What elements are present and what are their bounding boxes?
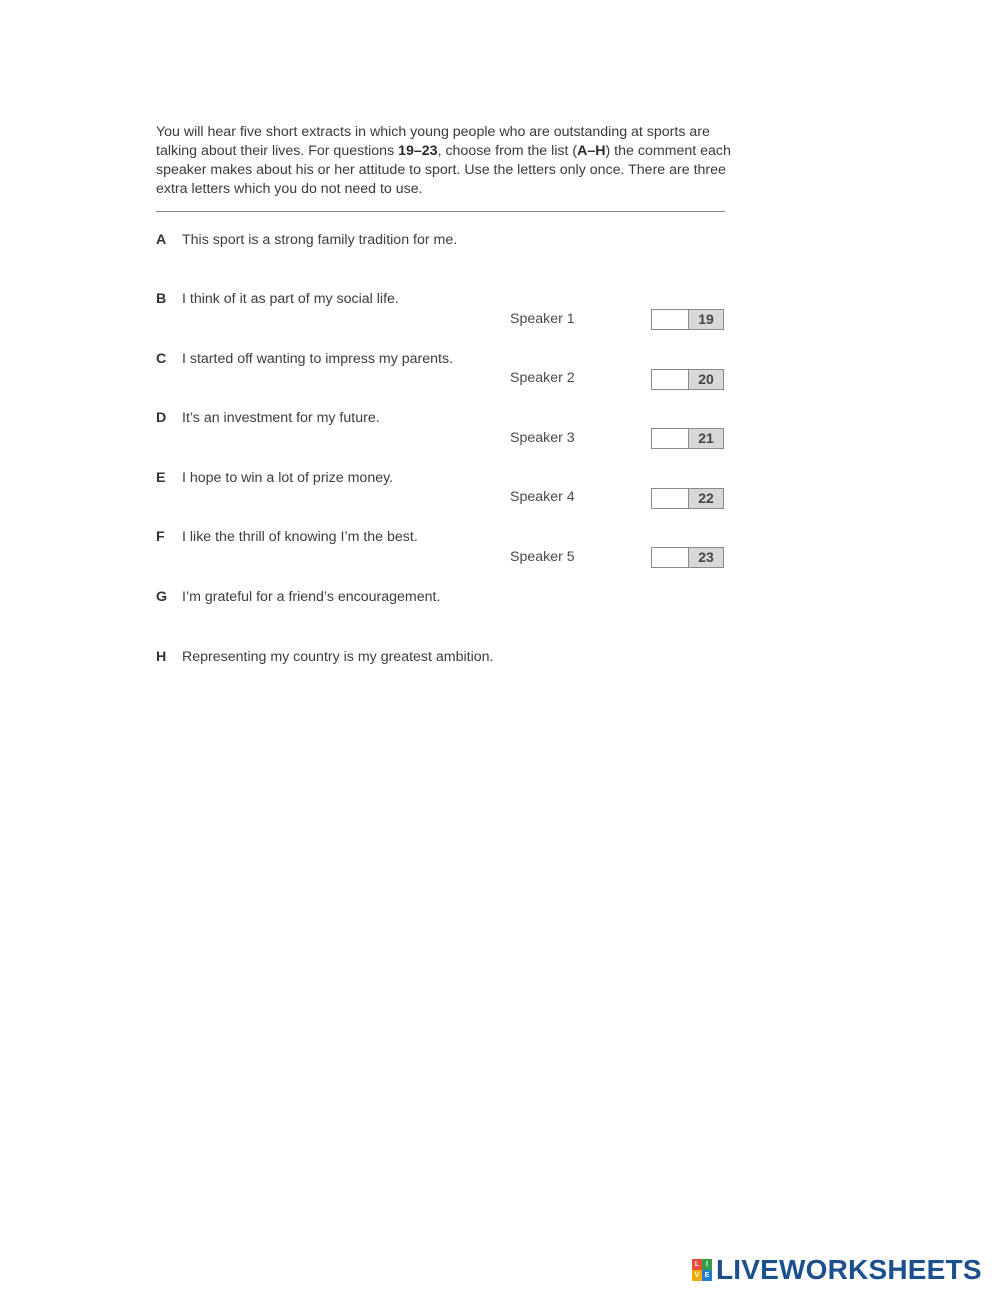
logo-text: LIVEWORKSHEETS xyxy=(716,1254,982,1285)
logo-mark-e: E xyxy=(702,1270,712,1281)
option-b xyxy=(156,290,399,308)
instructions-text-1: You will hear five short extracts in which young people who are outstanding at sports are talking about their lives. For questions xyxy=(156,124,710,159)
option-text: This sport is a strong family tradition for me. xyxy=(182,232,458,248)
answer-input-20[interactable] xyxy=(652,370,688,389)
option-e xyxy=(156,469,393,487)
answer-box-22 xyxy=(651,488,724,509)
option-letter: C xyxy=(156,351,167,367)
option-letter: H xyxy=(156,649,167,665)
option-letter: E xyxy=(156,470,166,486)
logo-mark-v: V xyxy=(692,1270,702,1281)
question-number: 22 xyxy=(688,489,723,508)
option-letter: F xyxy=(156,529,165,545)
option-letter: G xyxy=(156,589,168,605)
option-text: I like the thrill of knowing I’m the best. xyxy=(182,529,418,545)
question-number: 23 xyxy=(688,548,723,567)
answer-box-20 xyxy=(651,369,724,390)
speaker-5-label: Speaker 5 xyxy=(510,549,575,565)
liveworksheets-logo xyxy=(692,1254,982,1286)
option-f xyxy=(156,528,418,546)
option-h xyxy=(156,648,493,666)
option-text: I think of it as part of my social life. xyxy=(182,291,399,307)
speaker-4-label: Speaker 4 xyxy=(510,489,575,505)
option-text: It’s an investment for my future. xyxy=(182,410,380,426)
option-letter: D xyxy=(156,410,167,426)
instructions-text-2: , choose from the list ( xyxy=(437,143,578,159)
instructions xyxy=(156,123,736,199)
option-c xyxy=(156,350,453,368)
logo-mark-l: L xyxy=(692,1259,702,1270)
option-d xyxy=(156,409,380,427)
divider xyxy=(156,211,725,212)
speaker-1-label: Speaker 1 xyxy=(510,311,575,327)
liveworksheets-logo-icon xyxy=(692,1259,712,1281)
answer-box-23 xyxy=(651,547,724,568)
question-range: 19–23 xyxy=(398,143,438,159)
answer-input-19[interactable] xyxy=(652,310,688,329)
option-text: I started off wanting to impress my parents. xyxy=(182,351,453,367)
speaker-3-label: Speaker 3 xyxy=(510,430,575,446)
option-letter: B xyxy=(156,291,167,307)
option-text: Representing my country is my greatest ambition. xyxy=(182,649,494,665)
question-number: 19 xyxy=(688,310,723,329)
letter-range: A–H xyxy=(577,143,606,159)
option-g xyxy=(156,588,440,606)
option-text: I hope to win a lot of prize money. xyxy=(182,470,394,486)
question-number: 20 xyxy=(688,370,723,389)
instructions-text-3: ) the comment each speaker makes about his or her attitude to sport. Use the letters only once. There are three extra letters which you do not need to use. xyxy=(156,143,731,197)
speaker-2-label: Speaker 2 xyxy=(510,370,575,386)
question-number: 21 xyxy=(688,429,723,448)
option-letter: A xyxy=(156,232,167,248)
answer-input-23[interactable] xyxy=(652,548,688,567)
answer-box-21 xyxy=(651,428,724,449)
answer-box-19 xyxy=(651,309,724,330)
answer-input-22[interactable] xyxy=(652,489,688,508)
option-a xyxy=(156,231,457,249)
option-text: I’m grateful for a friend’s encouragement. xyxy=(182,589,441,605)
answer-input-21[interactable] xyxy=(652,429,688,448)
logo-mark-i: I xyxy=(702,1259,712,1270)
